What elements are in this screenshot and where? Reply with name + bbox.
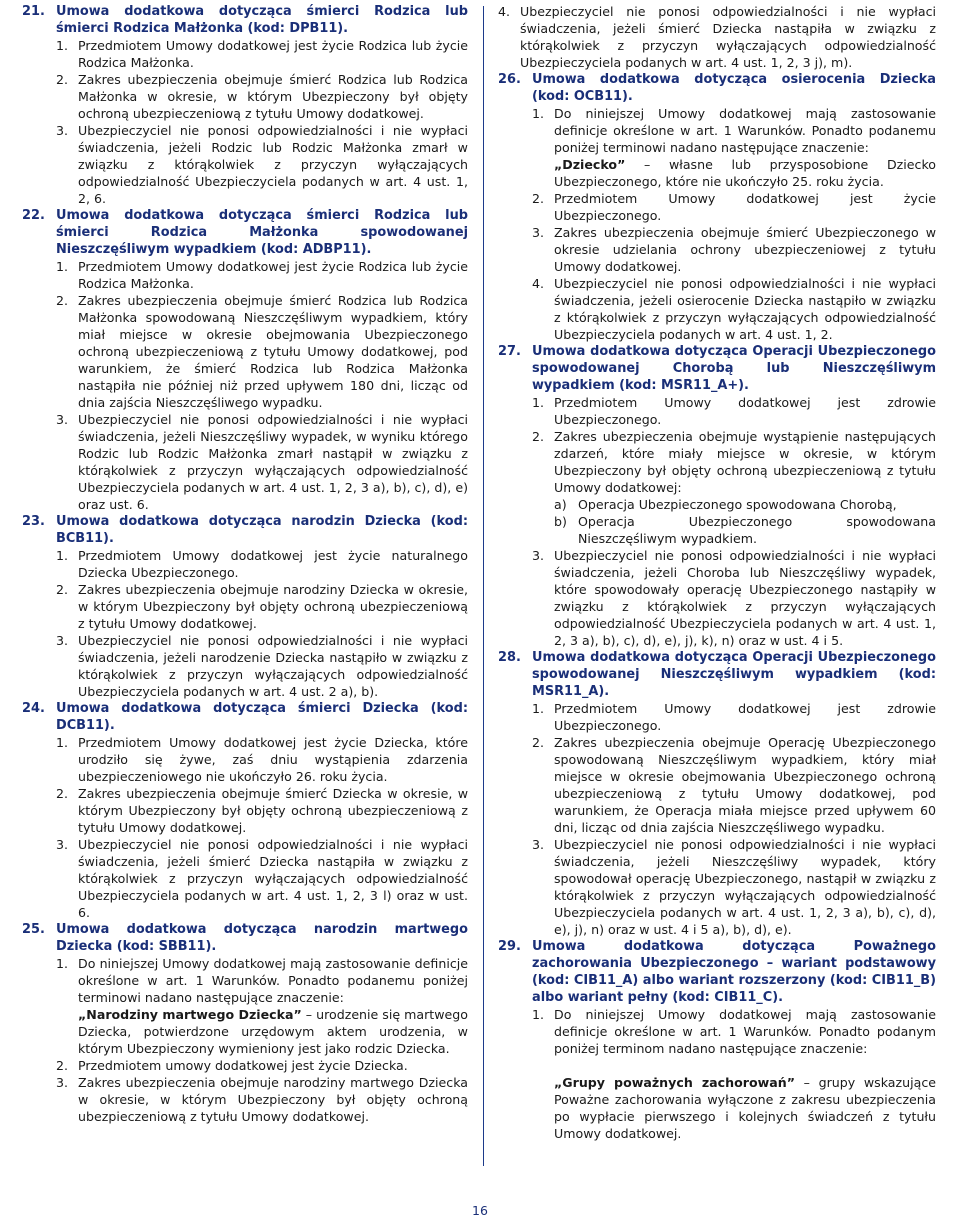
item-text — [554, 428, 936, 547]
item-number: 3. — [56, 123, 69, 138]
definition — [78, 1006, 468, 1057]
item-number: 1. — [56, 735, 69, 750]
item-text: Ubezpieczyciel nie ponosi odpowiedzialności i nie wypłaci świadczenia, jeżeli narodzenie Dziecka nastąpiło w związku z którąkolwiek z przyczyn wyłączających odpowiedzialność Ubezpieczyciela podanych w art. 4 ust. 2 a), b). — [78, 633, 468, 699]
section-heading — [22, 921, 468, 955]
item-number: 4. — [532, 276, 545, 291]
sub-letter: b) — [554, 514, 567, 529]
section-heading — [22, 3, 468, 37]
item-number: 1. — [56, 38, 69, 53]
list-item — [22, 71, 468, 122]
item-text: Zakres ubezpieczenia obejmuje śmierć Ubezpieczonego w okresie udzielania ochrony ubezpieczeniowej z tytułu Umowy dodatkowej. — [554, 225, 936, 274]
section-title: Umowa dodatkowa dotycząca Poważnego zachorowania Ubezpieczonego – wariant podstawowy (kod: CIB11_A) albo wariant rozszerzony (kod: CIB11_B) albo wariant pełny (kod: CIB11_C). — [532, 939, 936, 1005]
item-intro: Zakres ubezpieczenia obejmuje wystąpienie następujących zdarzeń, które miały miejsce w okresie, w którym Ubezpieczony był objęty ochroną ubezpieczeniową z tytułu Umowy dodatkowej: — [554, 429, 936, 495]
item-number: 3. — [56, 1075, 69, 1090]
definition-intro: Do niniejszej Umowy dodatkowej mają zastosowanie definicje określone w art. 1 Warunków. Ponadto podanym poniżej terminom nadano następujące znaczenie: — [554, 1007, 936, 1056]
spacer — [554, 1057, 936, 1074]
list-item — [498, 105, 936, 190]
item-text — [554, 1006, 936, 1142]
item-text: Zakres ubezpieczenia obejmuje Operację Ubezpieczonego spowodowaną Nieszczęśliwym wypadkiem, który miał miejsce w okresie obejmowania Ubezpieczonego ochroną ubezpieczeniową z tytułu Umowy dodatkowej, pod warunkiem, że Operacja miała miejsce przed upływem 60 dni, licząc od dnia zajścia Nieszczęśliwego wypadku. — [554, 735, 936, 835]
list-item — [22, 836, 468, 921]
list-item — [498, 1006, 936, 1142]
item-text: Zakres ubezpieczenia obejmuje śmierć Rodzica lub Rodzica Małżonka w okresie, w którym Ubezpieczony był objęty ochroną ubezpieczeniową z tytułu Umowy dodatkowej. — [78, 72, 468, 121]
section-number: 22. — [22, 208, 45, 223]
sub-item — [554, 513, 936, 547]
section-heading — [22, 207, 468, 258]
definition-intro: Do niniejszej Umowy dodatkowej mają zastosowanie definicje określone w art. 1 Warunków. Ponadto podanemu poniżej terminowi nadano następujące znaczenie: — [554, 106, 936, 155]
definition-text: – własne lub przysposobione Dziecko Ubezpieczonego, które nie ukończyło 25. roku życia. — [554, 157, 936, 189]
section-28 — [498, 649, 936, 938]
section-title: Umowa dodatkowa dotycząca narodzin Dziecka (kod: BCB11). — [56, 514, 468, 546]
item-number: 2. — [532, 191, 545, 206]
list-item — [498, 275, 936, 343]
section-22 — [22, 207, 468, 513]
left-column — [22, 3, 468, 1125]
section-21 — [22, 3, 468, 207]
section-29 — [498, 938, 936, 1142]
item-number: 1. — [56, 956, 69, 971]
list-item — [498, 190, 936, 224]
definition-term: „Dziecko” — [554, 157, 626, 172]
item-number: 3. — [532, 548, 545, 563]
item-number: 3. — [532, 837, 545, 852]
item-number: 1. — [532, 701, 545, 716]
item-text: Ubezpieczyciel nie ponosi odpowiedzialności i nie wypłaci świadczenia, jeżeli śmierć Dziecka nastąpiła w związku z którąkolwiek z przyczyn wyłączających odpowiedzialność Ubezpieczyciela podanych w art. 4 ust. 1, 2, 3 l) oraz w ust. 6. — [78, 837, 468, 920]
list-item — [22, 411, 468, 513]
section-number: 29. — [498, 939, 521, 954]
list-item — [22, 122, 468, 207]
item-number: 2. — [532, 429, 545, 444]
list-item — [22, 547, 468, 581]
section-heading — [498, 649, 936, 700]
section-title: Umowa dodatkowa dotycząca śmierci Rodzica lub śmierci Rodzica Małżonka spowodowanej Nieszczęśliwym wypadkiem (kod: ADBP11). — [56, 208, 468, 257]
definition-intro: Do niniejszej Umowy dodatkowej mają zastosowanie definicje określone w art. 1 Warunków. Ponadto podanemu poniżej terminowi nadano następujące znaczenie: — [78, 956, 468, 1005]
list-item — [22, 1057, 468, 1074]
item-number: 2. — [532, 735, 545, 750]
item-text: Ubezpieczyciel nie ponosi odpowiedzialności i nie wypłaci świadczenia, jeżeli osierocenie Dziecka nastąpiło w związku z którąkolwiek z przyczyn wyłączających odpowiedzialność Ubezpieczyciela podanych w art. 4 ust. 1, 2. — [554, 276, 936, 342]
list-item — [22, 785, 468, 836]
section-title: Umowa dodatkowa dotycząca Operacji Ubezpieczonego spowodowanej Nieszczęśliwym wypadkiem (kod: MSR11_A). — [532, 650, 936, 699]
list-item — [22, 37, 468, 71]
item-number: 2. — [56, 786, 69, 801]
list-item — [22, 632, 468, 700]
list-item — [498, 428, 936, 547]
item-number: 3. — [56, 633, 69, 648]
item-text: Zakres ubezpieczenia obejmuje śmierć Dziecka w okresie, w którym Ubezpieczony był objęty ochroną ubezpieczeniową z tytułu Umowy dodatkowej. — [78, 786, 468, 835]
section-title: Umowa dodatkowa dotycząca Operacji Ubezpieczonego spowodowanej Chorobą lub Nieszczęśliwym wypadkiem (kod: MSR11_A+). — [532, 344, 936, 393]
item-number: 1. — [56, 259, 69, 274]
item-text: Przedmiotem Umowy dodatkowej jest życie naturalnego Dziecka Ubezpieczonego. — [78, 548, 468, 580]
list-item — [22, 734, 468, 785]
item-number: 4. — [498, 4, 511, 19]
list-item — [498, 224, 936, 275]
section-heading — [498, 343, 936, 394]
section-number: 21. — [22, 4, 45, 19]
section-23 — [22, 513, 468, 700]
item-text: Ubezpieczyciel nie ponosi odpowiedzialności i nie wypłaci świadczenia, jeżeli Nieszczęśliwy wypadek, w wyniku którego Rodzic lub Rodzic Małżonka zmarł nastąpił w związku z którąkolwiek z przyczyn wyłączających odpowiedzialność Ubezpieczyciela podanych w art. 4 ust. 1, 2, 3 a), b), c), d), e) oraz ust. 6. — [78, 412, 468, 512]
item-text: Przedmiotem Umowy dodatkowej jest życie Ubezpieczonego. — [554, 191, 936, 223]
section-27 — [498, 343, 936, 649]
item-number: 2. — [56, 72, 69, 87]
sub-item — [554, 496, 936, 513]
list-item — [22, 292, 468, 411]
item-number: 3. — [532, 225, 545, 240]
list-item — [498, 547, 936, 649]
section-number: 24. — [22, 701, 45, 716]
list-item — [498, 734, 936, 836]
section-title: Umowa dodatkowa dotycząca osierocenia Dziecka (kod: OCB11). — [532, 72, 936, 104]
section-heading — [498, 71, 936, 105]
section-24 — [22, 700, 468, 921]
list-item — [22, 1074, 468, 1125]
list-item — [22, 955, 468, 1057]
list-item — [22, 258, 468, 292]
definition-term: „Narodziny martwego Dziecka” — [78, 1007, 302, 1022]
section-26 — [498, 71, 936, 343]
item-text — [78, 955, 468, 1057]
item-text: Przedmiotem umowy dodatkowej jest życie Dziecka. — [78, 1058, 408, 1073]
item-text: Przedmiotem Umowy dodatkowej jest życie Rodzica lub życie Rodzica Małżonka. — [78, 38, 468, 70]
item-number: 1. — [532, 395, 545, 410]
item-number: 3. — [56, 837, 69, 852]
item-text: Przedmiotem Umowy dodatkowej jest życie Rodzica lub życie Rodzica Małżonka. — [78, 259, 468, 291]
section-number: 23. — [22, 514, 45, 529]
sub-letter: a) — [554, 497, 567, 512]
definition-text: – grupy wskazujące Poważne zachorowania wyłączone z zakresu ubezpieczenia po wypłacie pierwszego i kolejnych świadczeń z tytułu Umowy dodatkowej. — [554, 1075, 936, 1141]
item-number: 2. — [56, 1058, 69, 1073]
item-text: Zakres ubezpieczenia obejmuje narodziny Dziecka w okresie, w którym Ubezpieczony był objęty ochroną ubezpieczeniową z tytułu Umowy dodatkowej. — [78, 582, 468, 631]
right-column — [498, 3, 936, 1142]
section-title: Umowa dodatkowa dotycząca narodzin martwego Dziecka (kod: SBB11). — [56, 922, 468, 954]
section-heading — [22, 513, 468, 547]
definition-text: – urodzenie się martwego Dziecka, potwierdzone urzędowym aktem urodzenia, w którym Ubezpieczony wymieniony jest jako rodzic Dziecka. — [78, 1007, 468, 1056]
list-item — [22, 581, 468, 632]
list-item — [498, 394, 936, 428]
section-title: Umowa dodatkowa dotycząca śmierci Rodzica lub śmierci Rodzica Małżonka (kod: DPB11). — [56, 4, 468, 36]
item-text: Przedmiotem Umowy dodatkowej jest zdrowie Ubezpieczonego. — [554, 395, 936, 427]
item-number: 1. — [532, 106, 545, 121]
section-number: 27. — [498, 344, 521, 359]
item-text: Ubezpieczyciel nie ponosi odpowiedzialności i nie wypłaci świadczenia, jeżeli śmierć Dziecka nastąpiła w związku z którąkolwiek z przyczyn wyłączających odpowiedzialność Ubezpieczyciela podanych w art. 4 ust. 1, 2, 3 j), m). — [520, 4, 936, 70]
item-number: 2. — [56, 293, 69, 308]
item-text: Przedmiotem Umowy dodatkowej jest życie Dziecka, które urodziło się żywe, zaś dniu wystąpienia zdarzenia ubezpieczeniowego nie ukończyło 26. roku życia. — [78, 735, 468, 784]
list-item — [498, 3, 936, 71]
section-number: 25. — [22, 922, 45, 937]
section-number: 26. — [498, 72, 521, 87]
item-text: Zakres ubezpieczenia obejmuje narodziny martwego Dziecka w okresie, w którym Ubezpieczony był objęty ochroną ubezpieczeniową z tytułu Umowy dodatkowej. — [78, 1075, 468, 1124]
section-number: 28. — [498, 650, 521, 665]
item-text: Zakres ubezpieczenia obejmuje śmierć Rodzica lub Rodzica Małżonka spowodowaną Nieszczęśliwym wypadkiem, który miał miejsce w okresie obejmowania Ubezpieczonego ochroną ubezpieczeniową z tytułu Umowy dodatkowej, pod warunkiem, że śmierć Rodzica lub Rodzica Małżonka nastąpiła nie później niż przed upływem 180 dni, licząc od dnia zajścia Nieszczęśliwego wypadku. — [78, 293, 468, 410]
section-title: Umowa dodatkowa dotycząca śmierci Dziecka (kod: DCB11). — [56, 701, 468, 733]
sub-text: Operacja Ubezpieczonego spowodowana Chorobą, — [578, 497, 897, 512]
section-heading — [22, 700, 468, 734]
item-text — [554, 105, 936, 190]
sub-text: Operacja Ubezpieczonego spowodowana Nieszczęśliwym wypadkiem. — [578, 514, 936, 546]
item-text: Ubezpieczyciel nie ponosi odpowiedzialności i nie wypłaci świadczenia, jeżeli Choroba lub Nieszczęśliwy wypadek, które spowodowały operację Ubezpieczonego nastąpiły w związku z którąkolwiek z przyczyn wyłączających odpowiedzialność Ubezpieczyciela podanych w art. 4 ust. 1, 2, 3 a), b), c), d), e), j), k), n) oraz w ust. 4 i 5. — [554, 548, 936, 648]
section-heading — [498, 938, 936, 1006]
page-number: 16 — [472, 1203, 488, 1218]
item-text: Przedmiotem Umowy dodatkowej jest zdrowie Ubezpieczonego. — [554, 701, 936, 733]
item-text: Ubezpieczyciel nie ponosi odpowiedzialności i nie wypłaci świadczenia, jeżeli Nieszczęśliwy wypadek, który spowodował operację Ubezpieczonego, nastąpił w związku z którąkolwiek z przyczyn wyłączających odpowiedzialność Ubezpieczyciela podanych w art. 4 ust. 1, 2, 3 a), b), c), d), e), j), n) oraz w ust. 4 i 5 a), b), d), e). — [554, 837, 936, 937]
item-text: Ubezpieczyciel nie ponosi odpowiedzialności i nie wypłaci świadczenia, jeżeli Rodzic lub Rodzic Małżonka zmarł w związku z którąkolwiek z przyczyn wyłączających odpowiedzialność Ubezpieczyciela podanych w art. 4 ust. 1, 2, 6. — [78, 123, 468, 206]
list-item — [498, 700, 936, 734]
definition — [554, 156, 936, 190]
item-number: 3. — [56, 412, 69, 427]
definition-term: „Grupy poważnych zachorowań” — [554, 1075, 795, 1090]
column-divider — [483, 6, 484, 1166]
section-25 — [22, 921, 468, 1125]
item-number: 2. — [56, 582, 69, 597]
item-number: 1. — [56, 548, 69, 563]
item-number: 1. — [532, 1007, 545, 1022]
list-item — [498, 836, 936, 938]
definition — [554, 1074, 936, 1142]
